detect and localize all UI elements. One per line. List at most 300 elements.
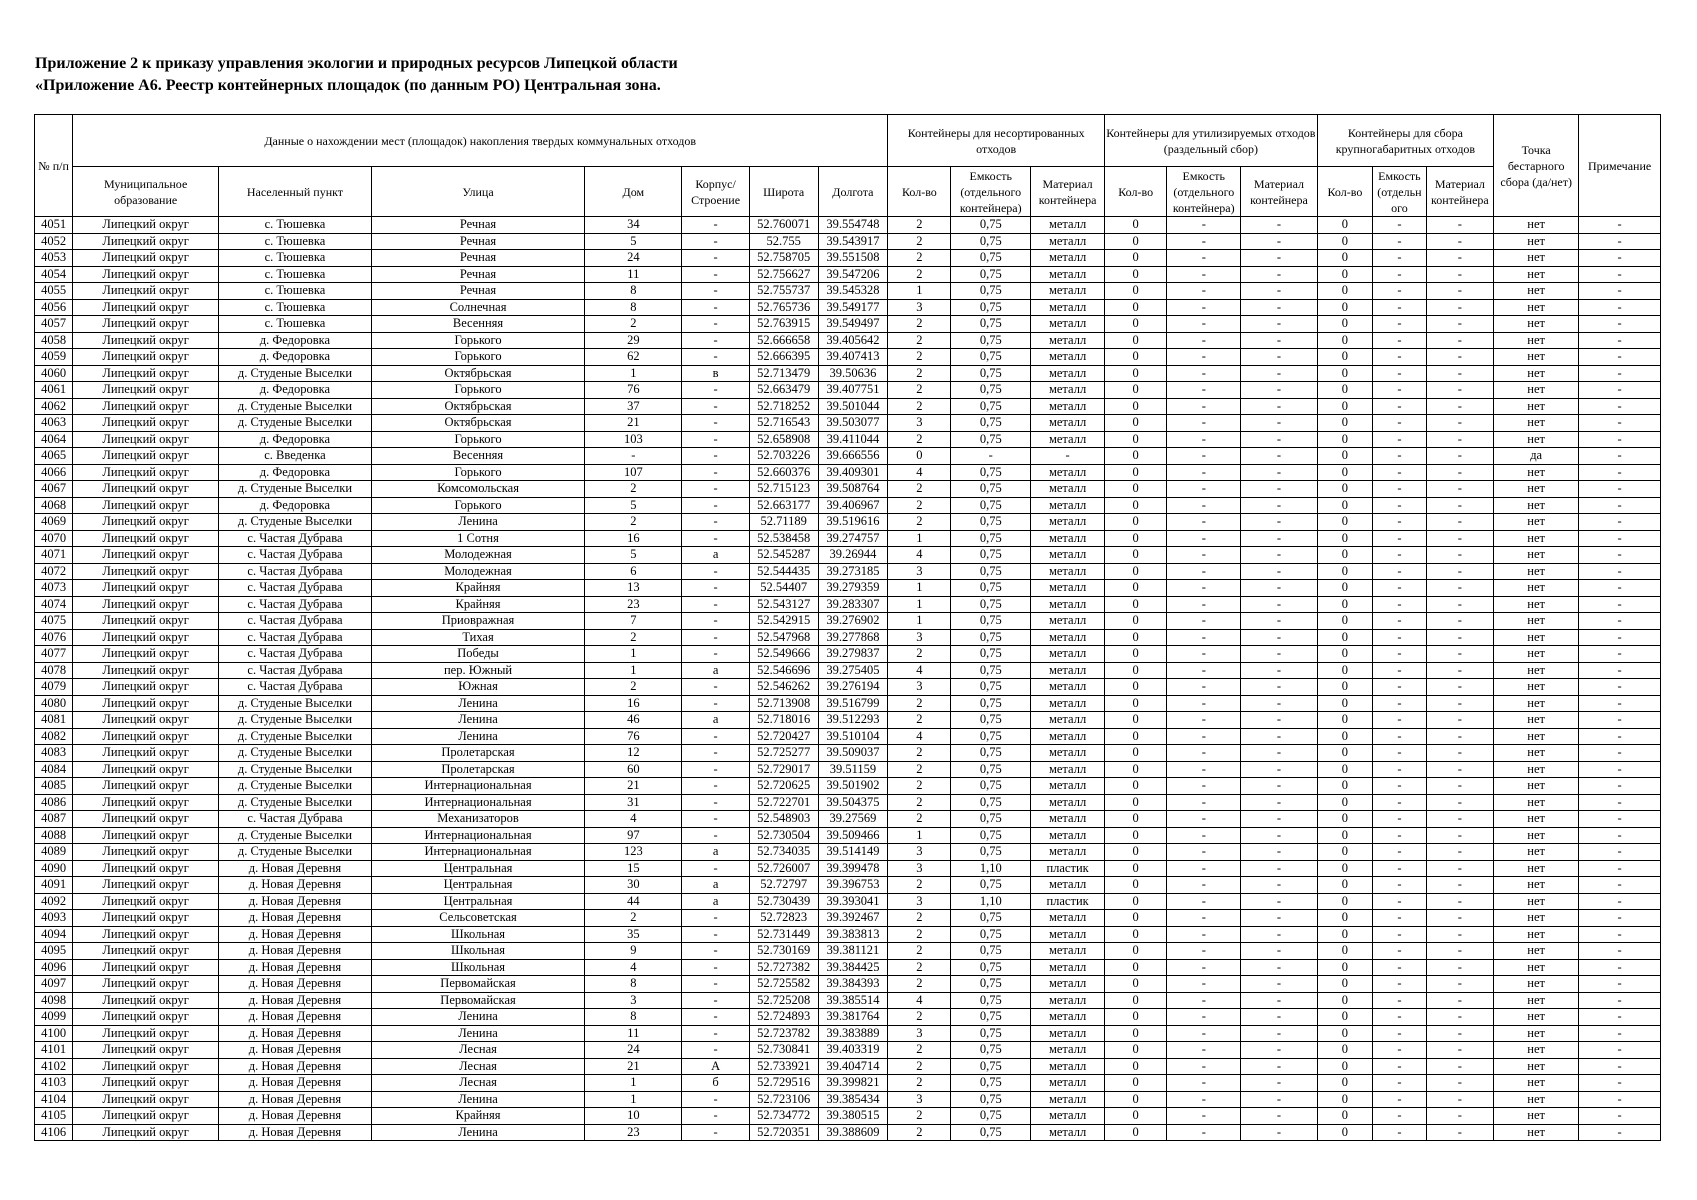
cell-house: 5 — [585, 547, 682, 564]
cell-bulky-material: - — [1426, 563, 1494, 580]
cell-bulky-material: - — [1426, 464, 1494, 481]
cell-row-number: 4058 — [35, 332, 73, 349]
cell-latitude: 52.715123 — [749, 481, 818, 498]
cell-building: - — [682, 415, 750, 432]
cell-settlement: с. Частая Дубрава — [219, 613, 372, 630]
cell-municipality: Липецкий округ — [73, 299, 219, 316]
cell-bulky-capacity: - — [1373, 481, 1426, 498]
cell-settlement: д. Новая Деревня — [219, 1009, 372, 1026]
cell-settlement: д. Новая Деревня — [219, 893, 372, 910]
cell-bulky-capacity: - — [1373, 761, 1426, 778]
cell-bulk-point: нет — [1494, 563, 1579, 580]
cell-building: - — [682, 448, 750, 465]
cell-bulky-count: 0 — [1317, 778, 1373, 795]
cell-recycle-capacity: - — [1167, 316, 1241, 333]
cell-house: 4 — [585, 811, 682, 828]
cell-bulky-count: 0 — [1317, 877, 1373, 894]
cell-bulk-point: нет — [1494, 283, 1579, 300]
cell-latitude: 52.730169 — [749, 943, 818, 960]
cell-recycle-capacity: - — [1167, 233, 1241, 250]
cell-recycle-count: 0 — [1105, 1058, 1167, 1075]
cell-building: - — [682, 250, 750, 267]
cell-row-number: 4060 — [35, 365, 73, 382]
cell-bulk-point: нет — [1494, 299, 1579, 316]
cell-house: 16 — [585, 530, 682, 547]
cell-unsorted-capacity: 0,75 — [951, 580, 1031, 597]
cell-longitude: 39.504375 — [818, 794, 888, 811]
cell-unsorted-material: металл — [1031, 464, 1105, 481]
cell-bulky-material: - — [1426, 712, 1494, 729]
cell-latitude: 52.734035 — [749, 844, 818, 861]
cell-bulk-point: нет — [1494, 893, 1579, 910]
cell-bulky-capacity: - — [1373, 778, 1426, 795]
cell-municipality: Липецкий округ — [73, 629, 219, 646]
cell-bulky-capacity: - — [1373, 976, 1426, 993]
table-row — [35, 497, 1661, 514]
cell-row-number: 4095 — [35, 943, 73, 960]
cell-settlement: д. Федоровка — [219, 382, 372, 399]
cell-unsorted-count: 2 — [888, 943, 951, 960]
cell-unsorted-count: 4 — [888, 992, 951, 1009]
cell-unsorted-capacity: 0,75 — [951, 794, 1031, 811]
cell-recycle-material: - — [1241, 926, 1317, 943]
cell-bulky-count: 0 — [1317, 910, 1373, 927]
cell-street: Победы — [371, 646, 585, 663]
cell-municipality: Липецкий округ — [73, 943, 219, 960]
cell-bulky-material: - — [1426, 877, 1494, 894]
cell-building: - — [682, 1009, 750, 1026]
cell-building: а — [682, 662, 750, 679]
cell-bulk-point: нет — [1494, 250, 1579, 267]
cell-longitude: 39.403319 — [818, 1042, 888, 1059]
cell-bulk-point: нет — [1494, 481, 1579, 498]
cell-longitude: 39.549177 — [818, 299, 888, 316]
cell-recycle-count: 0 — [1105, 365, 1167, 382]
cell-longitude: 39.381121 — [818, 943, 888, 960]
cell-recycle-material: - — [1241, 299, 1317, 316]
cell-house: 2 — [585, 910, 682, 927]
cell-unsorted-material: металл — [1031, 316, 1105, 333]
cell-building: - — [682, 646, 750, 663]
cell-bulky-count: 0 — [1317, 844, 1373, 861]
cell-unsorted-count: 2 — [888, 349, 951, 366]
table-row — [35, 266, 1661, 283]
cell-street: Солнечная — [371, 299, 585, 316]
cell-latitude: 52.544435 — [749, 563, 818, 580]
cell-municipality: Липецкий округ — [73, 1025, 219, 1042]
cell-settlement: д. Новая Деревня — [219, 943, 372, 960]
cell-unsorted-count: 3 — [888, 1091, 951, 1108]
cell-bulk-point: нет — [1494, 613, 1579, 630]
header-street: Улица — [371, 167, 585, 217]
table-row — [35, 976, 1661, 993]
cell-recycle-material: - — [1241, 1009, 1317, 1026]
cell-settlement: д. Новая Деревня — [219, 1075, 372, 1092]
cell-bulk-point: нет — [1494, 431, 1579, 448]
cell-bulky-count: 0 — [1317, 1042, 1373, 1059]
cell-building: - — [682, 382, 750, 399]
cell-note: - — [1579, 613, 1661, 630]
cell-building: - — [682, 728, 750, 745]
cell-recycle-material: - — [1241, 547, 1317, 564]
cell-house: 21 — [585, 1058, 682, 1075]
cell-house: 11 — [585, 266, 682, 283]
cell-longitude: 39.512293 — [818, 712, 888, 729]
cell-bulky-material: - — [1426, 547, 1494, 564]
cell-unsorted-capacity: 0,75 — [951, 662, 1031, 679]
cell-recycle-count: 0 — [1105, 728, 1167, 745]
cell-bulky-material: - — [1426, 299, 1494, 316]
cell-recycle-capacity: - — [1167, 844, 1241, 861]
cell-longitude: 39.508764 — [818, 481, 888, 498]
cell-recycle-capacity: - — [1167, 992, 1241, 1009]
cell-latitude: 52.713479 — [749, 365, 818, 382]
cell-longitude: 39.385514 — [818, 992, 888, 1009]
cell-bulk-point: нет — [1494, 778, 1579, 795]
cell-unsorted-material: металл — [1031, 514, 1105, 531]
cell-municipality: Липецкий округ — [73, 514, 219, 531]
header-recycle-material: Материал контейнера — [1241, 167, 1317, 217]
cell-recycle-count: 0 — [1105, 563, 1167, 580]
cell-bulky-count: 0 — [1317, 811, 1373, 828]
cell-unsorted-capacity: 0,75 — [951, 992, 1031, 1009]
header-lat: Широта — [749, 167, 818, 217]
cell-house: 97 — [585, 827, 682, 844]
cell-recycle-material: - — [1241, 283, 1317, 300]
cell-recycle-capacity: - — [1167, 943, 1241, 960]
cell-bulky-capacity: - — [1373, 514, 1426, 531]
cell-bulk-point: нет — [1494, 1108, 1579, 1125]
cell-unsorted-material: металл — [1031, 250, 1105, 267]
cell-unsorted-count: 1 — [888, 580, 951, 597]
cell-bulky-material: - — [1426, 943, 1494, 960]
cell-note: - — [1579, 827, 1661, 844]
cell-bulk-point: нет — [1494, 514, 1579, 531]
table-row — [35, 514, 1661, 531]
cell-bulk-point: нет — [1494, 217, 1579, 234]
cell-building: - — [682, 679, 750, 696]
cell-bulky-count: 0 — [1317, 415, 1373, 432]
cell-bulk-point: нет — [1494, 844, 1579, 861]
cell-row-number: 4097 — [35, 976, 73, 993]
cell-settlement: д. Студеные Выселки — [219, 365, 372, 382]
cell-unsorted-capacity: 0,75 — [951, 778, 1031, 795]
cell-note: - — [1579, 811, 1661, 828]
cell-bulky-capacity: - — [1373, 580, 1426, 597]
cell-house: 23 — [585, 1124, 682, 1141]
cell-latitude: 52.666395 — [749, 349, 818, 366]
cell-row-number: 4079 — [35, 679, 73, 696]
header-lon: Долгота — [818, 167, 888, 217]
header-bulky-count: Кол-во — [1317, 167, 1373, 217]
table-row — [35, 250, 1661, 267]
cell-recycle-capacity: - — [1167, 679, 1241, 696]
cell-municipality: Липецкий округ — [73, 250, 219, 267]
cell-row-number: 4098 — [35, 992, 73, 1009]
cell-note: - — [1579, 1108, 1661, 1125]
cell-note: - — [1579, 382, 1661, 399]
cell-bulky-capacity: - — [1373, 398, 1426, 415]
table-row — [35, 332, 1661, 349]
cell-unsorted-capacity: 0,75 — [951, 382, 1031, 399]
cell-house: 1 — [585, 662, 682, 679]
cell-street: Интернациональная — [371, 794, 585, 811]
cell-unsorted-material: металл — [1031, 1058, 1105, 1075]
cell-settlement: с. Частая Дубрава — [219, 547, 372, 564]
cell-bulk-point: нет — [1494, 811, 1579, 828]
cell-bulk-point: нет — [1494, 497, 1579, 514]
table-row — [35, 910, 1661, 927]
table-row — [35, 827, 1661, 844]
cell-recycle-material: - — [1241, 1075, 1317, 1092]
cell-bulky-count: 0 — [1317, 646, 1373, 663]
cell-street: Весенняя — [371, 316, 585, 333]
cell-house: 8 — [585, 283, 682, 300]
cell-longitude: 39.393041 — [818, 893, 888, 910]
cell-row-number: 4086 — [35, 794, 73, 811]
header-unsorted-material: Материал контейнера — [1031, 167, 1105, 217]
registry-table — [34, 114, 1661, 1141]
cell-unsorted-capacity: 0,75 — [951, 728, 1031, 745]
cell-house: 35 — [585, 926, 682, 943]
table-row — [35, 844, 1661, 861]
cell-unsorted-material: металл — [1031, 976, 1105, 993]
cell-row-number: 4085 — [35, 778, 73, 795]
cell-unsorted-capacity: 0,75 — [951, 761, 1031, 778]
cell-bulky-count: 0 — [1317, 943, 1373, 960]
cell-street: Октябрьская — [371, 365, 585, 382]
cell-bulky-material: - — [1426, 959, 1494, 976]
cell-longitude: 39.407751 — [818, 382, 888, 399]
cell-bulky-capacity: - — [1373, 679, 1426, 696]
cell-house: 24 — [585, 1042, 682, 1059]
cell-longitude: 39.551508 — [818, 250, 888, 267]
cell-bulky-material: - — [1426, 1025, 1494, 1042]
cell-unsorted-count: 2 — [888, 316, 951, 333]
cell-row-number: 4082 — [35, 728, 73, 745]
cell-bulky-count: 0 — [1317, 761, 1373, 778]
cell-house: 13 — [585, 580, 682, 597]
cell-latitude: 52.725208 — [749, 992, 818, 1009]
cell-unsorted-count: 2 — [888, 1042, 951, 1059]
cell-street: Ленина — [371, 1025, 585, 1042]
cell-municipality: Липецкий округ — [73, 646, 219, 663]
cell-street: Первомайская — [371, 992, 585, 1009]
cell-longitude: 39.543917 — [818, 233, 888, 250]
header-point: Точка бестарного сбора (да/нет) — [1494, 115, 1579, 217]
cell-bulky-count: 0 — [1317, 431, 1373, 448]
table-row — [35, 745, 1661, 762]
cell-bulky-capacity: - — [1373, 382, 1426, 399]
cell-note: - — [1579, 332, 1661, 349]
cell-unsorted-capacity: 0,75 — [951, 844, 1031, 861]
cell-recycle-material: - — [1241, 266, 1317, 283]
table-row — [35, 679, 1661, 696]
cell-recycle-capacity: - — [1167, 959, 1241, 976]
cell-unsorted-count: 1 — [888, 613, 951, 630]
cell-longitude: 39.666556 — [818, 448, 888, 465]
table-row — [35, 662, 1661, 679]
cell-latitude: 52.729516 — [749, 1075, 818, 1092]
cell-recycle-count: 0 — [1105, 250, 1167, 267]
cell-note: - — [1579, 349, 1661, 366]
cell-latitude: 52.734772 — [749, 1108, 818, 1125]
cell-recycle-material: - — [1241, 728, 1317, 745]
cell-latitude: 52.538458 — [749, 530, 818, 547]
cell-recycle-count: 0 — [1105, 1009, 1167, 1026]
cell-note: - — [1579, 926, 1661, 943]
cell-latitude: 52.729017 — [749, 761, 818, 778]
cell-bulky-count: 0 — [1317, 1124, 1373, 1141]
cell-bulky-capacity: - — [1373, 712, 1426, 729]
cell-bulky-capacity: - — [1373, 283, 1426, 300]
cell-unsorted-capacity: 0,75 — [951, 464, 1031, 481]
cell-bulky-material: - — [1426, 431, 1494, 448]
cell-unsorted-count: 2 — [888, 233, 951, 250]
cell-settlement: д. Студеные Выселки — [219, 778, 372, 795]
cell-recycle-material: - — [1241, 992, 1317, 1009]
cell-longitude: 39.380515 — [818, 1108, 888, 1125]
cell-recycle-capacity: - — [1167, 563, 1241, 580]
cell-latitude: 52.703226 — [749, 448, 818, 465]
cell-recycle-count: 0 — [1105, 778, 1167, 795]
cell-note: - — [1579, 629, 1661, 646]
cell-bulk-point: нет — [1494, 382, 1579, 399]
cell-street: Молодежная — [371, 547, 585, 564]
cell-recycle-material: - — [1241, 844, 1317, 861]
cell-street: Октябрьская — [371, 415, 585, 432]
cell-latitude: 52.54407 — [749, 580, 818, 597]
cell-recycle-material: - — [1241, 497, 1317, 514]
cell-recycle-material: - — [1241, 1124, 1317, 1141]
cell-bulky-capacity: - — [1373, 646, 1426, 663]
header-bulky: Контейнеры для сбора крупногабаритных отходов — [1317, 115, 1494, 167]
cell-street: Горького — [371, 431, 585, 448]
cell-bulky-material: - — [1426, 893, 1494, 910]
cell-bulky-material: - — [1426, 992, 1494, 1009]
cell-unsorted-capacity: 0,75 — [951, 745, 1031, 762]
cell-street: Центральная — [371, 893, 585, 910]
cell-latitude: 52.713908 — [749, 695, 818, 712]
cell-street: Лесная — [371, 1042, 585, 1059]
cell-bulky-count: 0 — [1317, 728, 1373, 745]
cell-bulky-material: - — [1426, 662, 1494, 679]
cell-recycle-material: - — [1241, 629, 1317, 646]
cell-row-number: 4103 — [35, 1075, 73, 1092]
cell-unsorted-count: 2 — [888, 332, 951, 349]
cell-note: - — [1579, 233, 1661, 250]
cell-row-number: 4059 — [35, 349, 73, 366]
cell-unsorted-count: 1 — [888, 530, 951, 547]
cell-latitude: 52.543127 — [749, 596, 818, 613]
cell-longitude: 39.381764 — [818, 1009, 888, 1026]
cell-municipality: Липецкий округ — [73, 728, 219, 745]
table-row — [35, 1042, 1661, 1059]
cell-recycle-material: - — [1241, 530, 1317, 547]
cell-recycle-capacity: - — [1167, 613, 1241, 630]
table-row — [35, 547, 1661, 564]
header-municipality: Муниципальное образование — [73, 167, 219, 217]
cell-note: - — [1579, 250, 1661, 267]
cell-unsorted-material: металл — [1031, 596, 1105, 613]
cell-municipality: Липецкий округ — [73, 992, 219, 1009]
cell-row-number: 4088 — [35, 827, 73, 844]
cell-longitude: 39.509466 — [818, 827, 888, 844]
cell-row-number: 4074 — [35, 596, 73, 613]
cell-bulky-capacity: - — [1373, 497, 1426, 514]
cell-row-number: 4084 — [35, 761, 73, 778]
cell-note: - — [1579, 679, 1661, 696]
cell-house: 24 — [585, 250, 682, 267]
cell-house: 8 — [585, 976, 682, 993]
cell-municipality: Липецкий округ — [73, 695, 219, 712]
table-row — [35, 811, 1661, 828]
table-row — [35, 563, 1661, 580]
cell-unsorted-material: металл — [1031, 695, 1105, 712]
cell-street: Школьная — [371, 926, 585, 943]
cell-bulky-capacity: - — [1373, 794, 1426, 811]
cell-bulk-point: нет — [1494, 1124, 1579, 1141]
table-row — [35, 860, 1661, 877]
cell-note: - — [1579, 761, 1661, 778]
cell-recycle-material: - — [1241, 316, 1317, 333]
cell-unsorted-count: 2 — [888, 877, 951, 894]
cell-longitude: 39.283307 — [818, 596, 888, 613]
cell-row-number: 4106 — [35, 1124, 73, 1141]
cell-bulk-point: нет — [1494, 910, 1579, 927]
cell-longitude: 39.276194 — [818, 679, 888, 696]
cell-municipality: Липецкий округ — [73, 794, 219, 811]
cell-street: Крайняя — [371, 596, 585, 613]
cell-recycle-capacity: - — [1167, 712, 1241, 729]
cell-unsorted-capacity: 0,75 — [951, 283, 1031, 300]
cell-note: - — [1579, 448, 1661, 465]
cell-unsorted-material: металл — [1031, 844, 1105, 861]
cell-bulky-capacity: - — [1373, 530, 1426, 547]
cell-building: - — [682, 827, 750, 844]
cell-unsorted-count: 2 — [888, 481, 951, 498]
cell-bulky-capacity: - — [1373, 563, 1426, 580]
cell-latitude: 52.727382 — [749, 959, 818, 976]
cell-longitude: 39.554748 — [818, 217, 888, 234]
cell-municipality: Липецкий округ — [73, 497, 219, 514]
cell-recycle-count: 0 — [1105, 596, 1167, 613]
cell-recycle-capacity: - — [1167, 811, 1241, 828]
table-row — [35, 877, 1661, 894]
cell-note: - — [1579, 877, 1661, 894]
cell-recycle-capacity: - — [1167, 646, 1241, 663]
cell-recycle-count: 0 — [1105, 893, 1167, 910]
header-unsorted-capacity: Емкость (отдельного контейнера) — [951, 167, 1031, 217]
cell-unsorted-material: - — [1031, 448, 1105, 465]
cell-settlement: д. Студеные Выселки — [219, 794, 372, 811]
cell-bulky-capacity: - — [1373, 1108, 1426, 1125]
cell-municipality: Липецкий округ — [73, 563, 219, 580]
cell-recycle-capacity: - — [1167, 530, 1241, 547]
table-row — [35, 1025, 1661, 1042]
cell-house: 123 — [585, 844, 682, 861]
cell-bulky-material: - — [1426, 613, 1494, 630]
cell-settlement: с. Тюшевка — [219, 266, 372, 283]
cell-house: 21 — [585, 778, 682, 795]
cell-latitude: 52.549666 — [749, 646, 818, 663]
cell-unsorted-count: 2 — [888, 431, 951, 448]
cell-street: Приовражная — [371, 613, 585, 630]
cell-bulky-count: 0 — [1317, 1075, 1373, 1092]
cell-unsorted-count: 2 — [888, 382, 951, 399]
table-row — [35, 481, 1661, 498]
cell-recycle-material: - — [1241, 811, 1317, 828]
